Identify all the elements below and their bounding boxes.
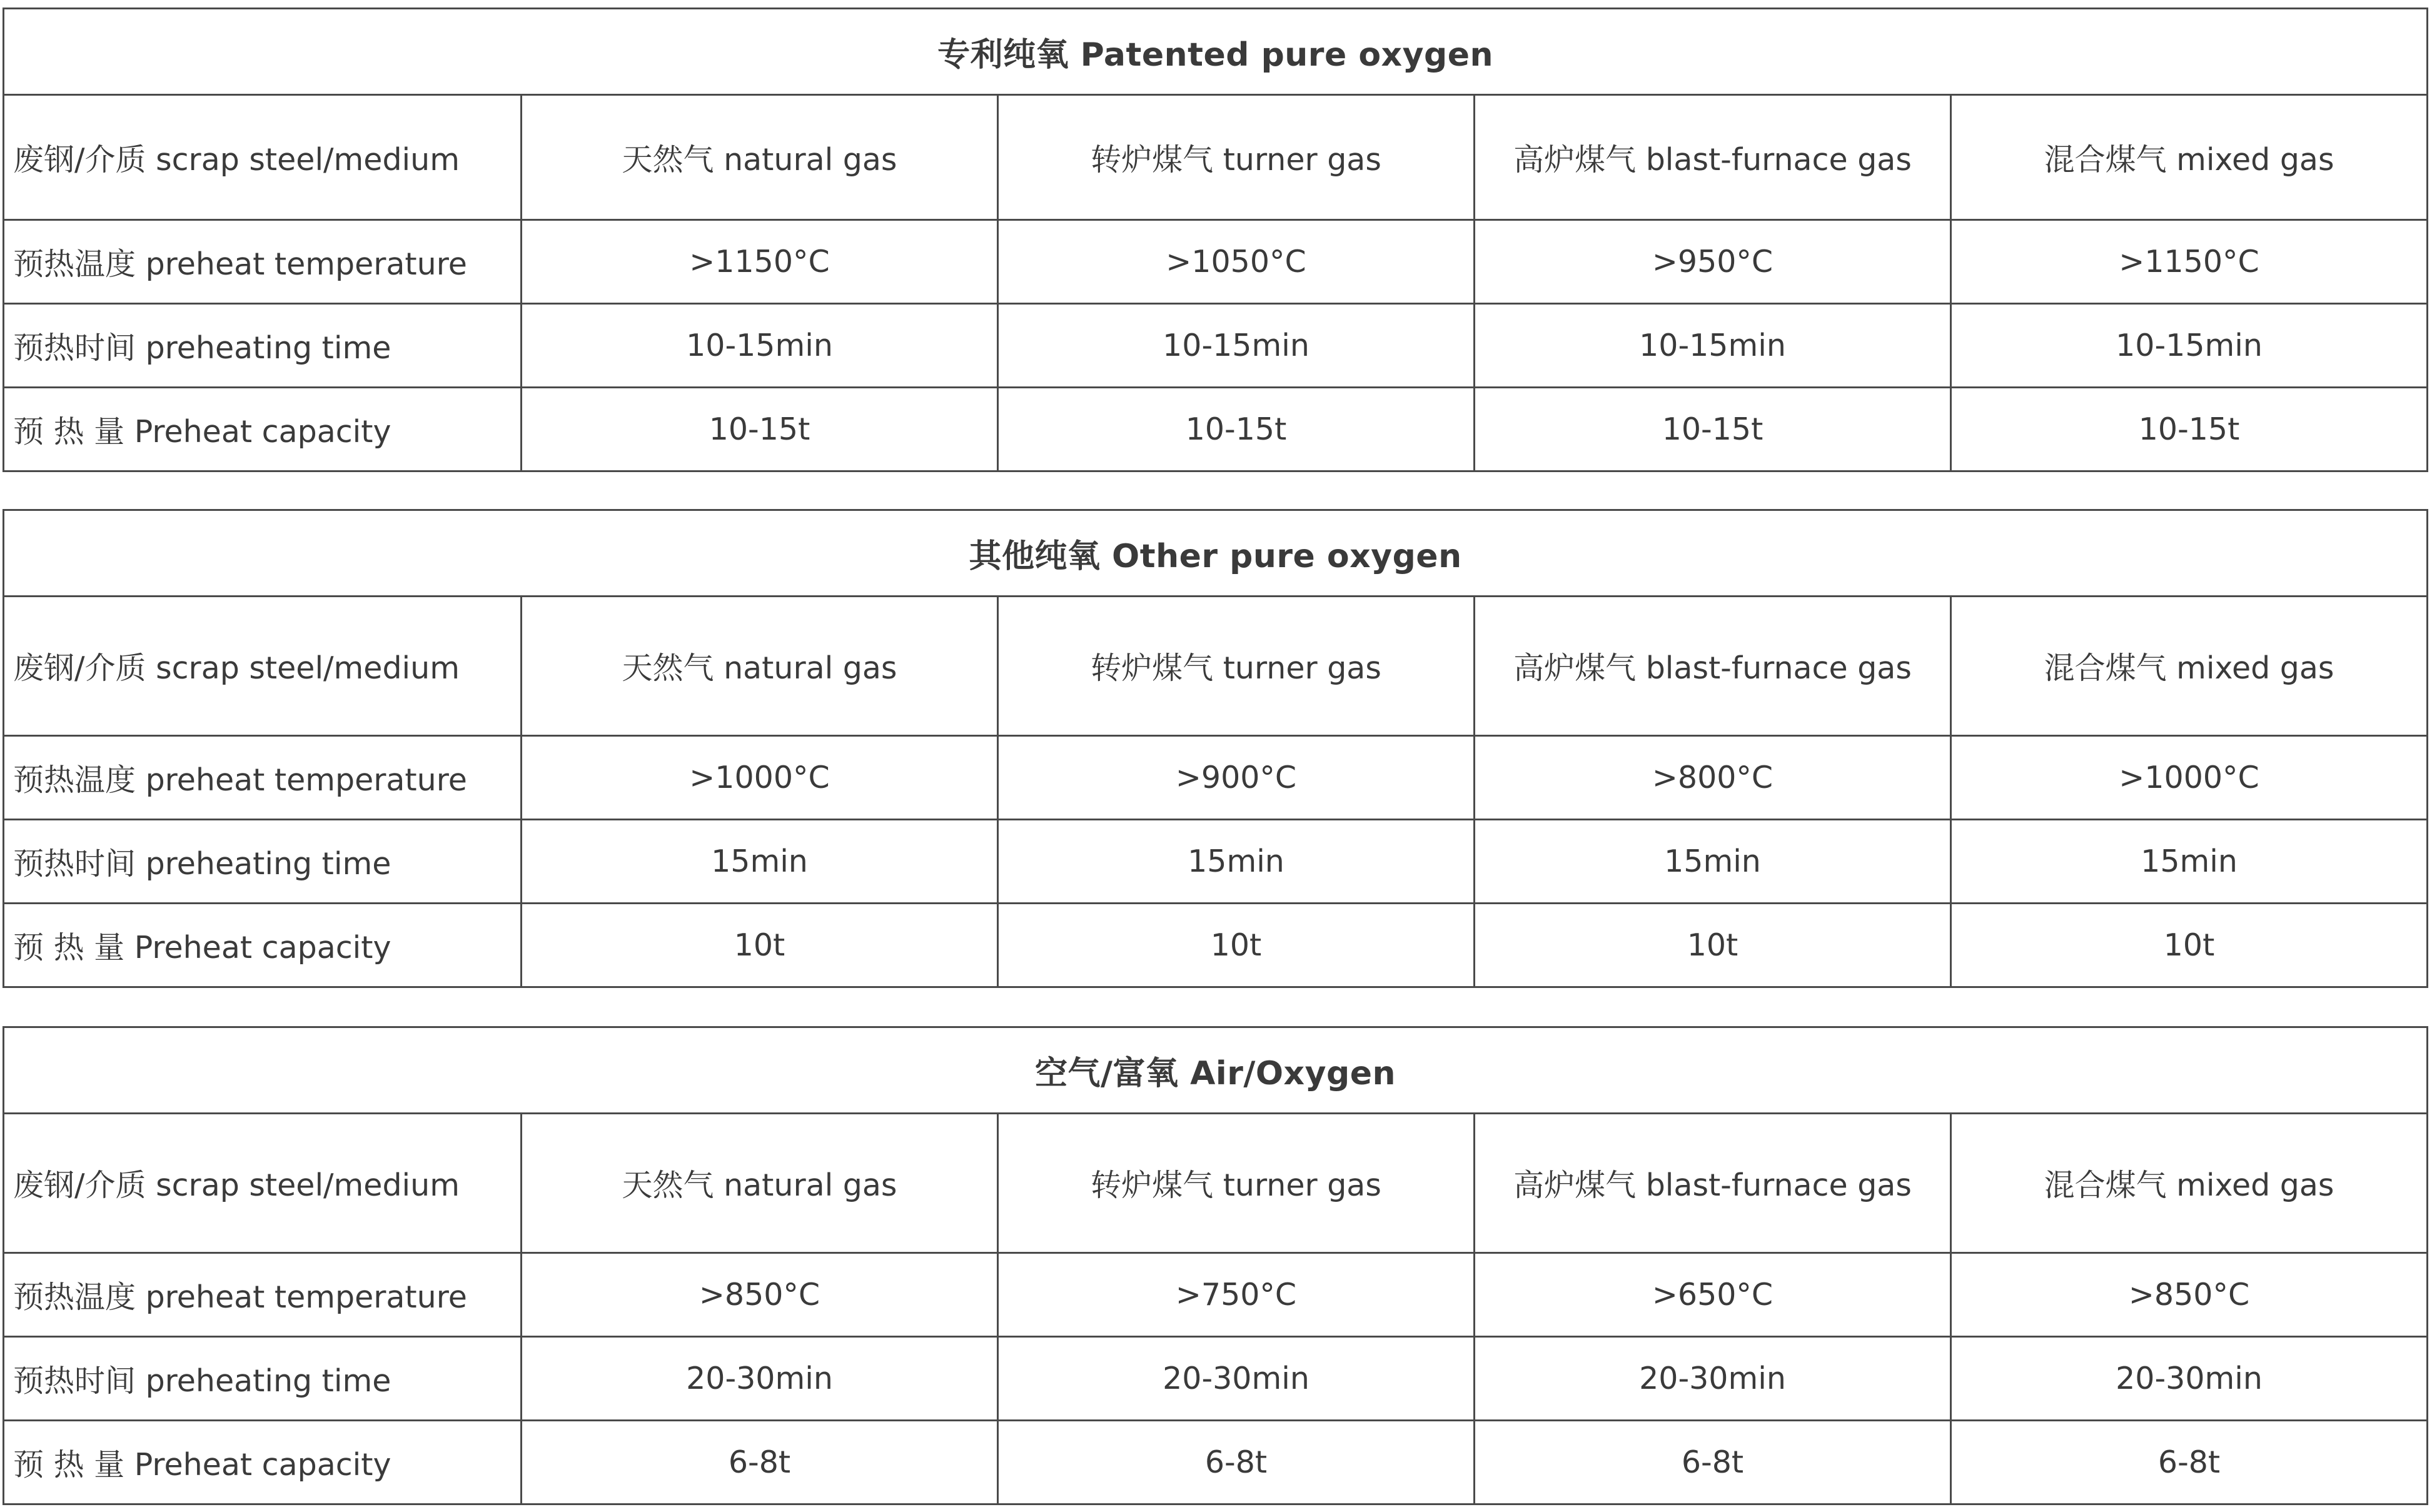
table-row-preheat-capacity — [4, 904, 2428, 987]
header-label-cell: 废钢/介质 scrap steel/medium — [4, 597, 522, 736]
header-cell-turner-gas: 转炉煤气 turner gas — [998, 95, 1475, 220]
value-cell: 20-30min — [522, 1337, 998, 1421]
table-title: 空气/富氧 Air/Oxygen — [4, 1027, 2428, 1114]
value-cell: 10t — [1951, 904, 2428, 987]
value-cell: 10-15t — [998, 388, 1475, 471]
table-row-preheat-temperature — [4, 220, 2428, 304]
header-cell-turner-gas: 转炉煤气 turner gas — [998, 1114, 1475, 1253]
row-label-cell: 预热温度 preheat temperature — [4, 1253, 522, 1337]
value-cell: 10t — [522, 904, 998, 987]
header-cell-blast-furnace-gas: 高炉煤气 blast-furnace gas — [1475, 95, 1951, 220]
value-cell: >1150°C — [522, 220, 998, 304]
table-header-row — [4, 95, 2428, 220]
value-cell: >1000°C — [1951, 736, 2428, 820]
table-title-row — [4, 9, 2428, 95]
table-row-preheating-time — [4, 820, 2428, 904]
value-cell: >900°C — [998, 736, 1475, 820]
row-label-cell: 预热时间 preheating time — [4, 304, 522, 388]
value-cell: 15min — [522, 820, 998, 904]
value-cell: 10-15min — [998, 304, 1475, 388]
table-title-row — [4, 1027, 2428, 1114]
header-cell-natural-gas: 天然气 natural gas — [522, 597, 998, 736]
value-cell: 6-8t — [1951, 1421, 2428, 1504]
table-header-row — [4, 1114, 2428, 1253]
header-cell-mixed-gas: 混合煤气 mixed gas — [1951, 597, 2428, 736]
value-cell: >1050°C — [998, 220, 1475, 304]
header-cell-turner-gas: 转炉煤气 turner gas — [998, 597, 1475, 736]
value-cell: 20-30min — [998, 1337, 1475, 1421]
value-cell: 15min — [998, 820, 1475, 904]
header-cell-mixed-gas: 混合煤气 mixed gas — [1951, 95, 2428, 220]
table-header-row — [4, 597, 2428, 736]
table-row-preheat-capacity — [4, 1421, 2428, 1504]
row-label-cell: 预热温度 preheat temperature — [4, 736, 522, 820]
row-label-cell: 预 热 量 Preheat capacity — [4, 388, 522, 471]
header-label-cell: 废钢/介质 scrap steel/medium — [4, 1114, 522, 1253]
spec-table-patented-pure-oxygen — [3, 8, 2428, 472]
value-cell: 6-8t — [1475, 1421, 1951, 1504]
value-cell: >1150°C — [1951, 220, 2428, 304]
row-label-cell: 预热时间 preheating time — [4, 1337, 522, 1421]
table-title: 专利纯氧 Patented pure oxygen — [4, 9, 2428, 95]
row-label-cell: 预 热 量 Preheat capacity — [4, 1421, 522, 1504]
table-row-preheat-capacity — [4, 388, 2428, 471]
value-cell: 10-15t — [1475, 388, 1951, 471]
table-row-preheat-temperature — [4, 1253, 2428, 1337]
table-row-preheat-temperature — [4, 736, 2428, 820]
value-cell: 10-15t — [1951, 388, 2428, 471]
table-row-preheating-time — [4, 1337, 2428, 1421]
value-cell: >800°C — [1475, 736, 1951, 820]
value-cell: 10-15min — [1951, 304, 2428, 388]
spec-table-air-oxygen — [3, 1026, 2428, 1505]
value-cell: >850°C — [1951, 1253, 2428, 1337]
value-cell: 6-8t — [998, 1421, 1475, 1504]
table-row-preheating-time — [4, 304, 2428, 388]
row-label-cell: 预热时间 preheating time — [4, 820, 522, 904]
header-cell-blast-furnace-gas: 高炉煤气 blast-furnace gas — [1475, 1114, 1951, 1253]
row-label-cell: 预 热 量 Preheat capacity — [4, 904, 522, 987]
header-cell-natural-gas: 天然气 natural gas — [522, 95, 998, 220]
row-label-cell: 预热温度 preheat temperature — [4, 220, 522, 304]
value-cell: 10t — [1475, 904, 1951, 987]
spec-table-other-pure-oxygen — [3, 509, 2428, 988]
header-cell-natural-gas: 天然气 natural gas — [522, 1114, 998, 1253]
value-cell: 10-15min — [522, 304, 998, 388]
value-cell: >950°C — [1475, 220, 1951, 304]
header-label-cell: 废钢/介质 scrap steel/medium — [4, 95, 522, 220]
value-cell: >750°C — [998, 1253, 1475, 1337]
header-cell-blast-furnace-gas: 高炉煤气 blast-furnace gas — [1475, 597, 1951, 736]
table-title-row — [4, 510, 2428, 597]
value-cell: 6-8t — [522, 1421, 998, 1504]
value-cell: 10-15min — [1475, 304, 1951, 388]
value-cell: 15min — [1951, 820, 2428, 904]
value-cell: 10t — [998, 904, 1475, 987]
value-cell: 20-30min — [1475, 1337, 1951, 1421]
value-cell: >1000°C — [522, 736, 998, 820]
header-cell-mixed-gas: 混合煤气 mixed gas — [1951, 1114, 2428, 1253]
value-cell: 15min — [1475, 820, 1951, 904]
value-cell: >850°C — [522, 1253, 998, 1337]
value-cell: 20-30min — [1951, 1337, 2428, 1421]
value-cell: >650°C — [1475, 1253, 1951, 1337]
value-cell: 10-15t — [522, 388, 998, 471]
table-title: 其他纯氧 Other pure oxygen — [4, 510, 2428, 597]
